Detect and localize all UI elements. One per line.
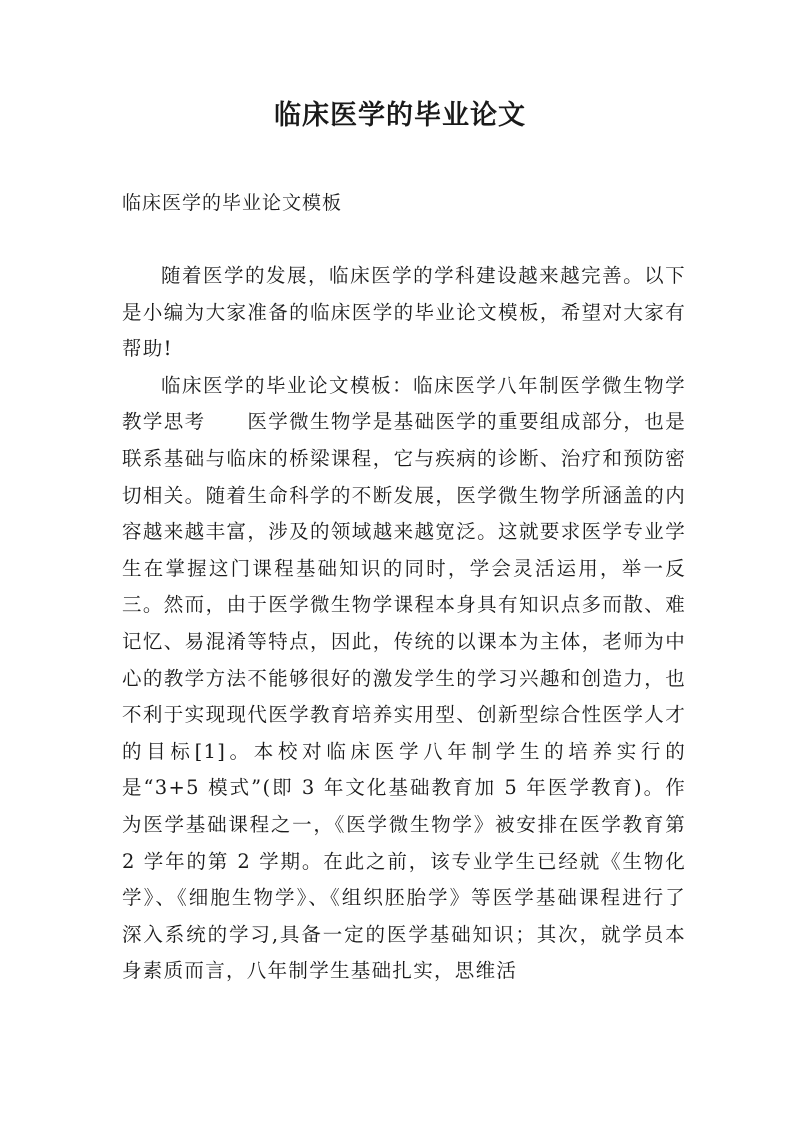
main-paragraph: 临床医学的毕业论文模板：临床医学八年制医学微生物学教学思考 医学微生物学是基础医学的重要组成部分，也是联系基础与临床的桥梁课程，它与疾病的诊断、治疗和预防密切相关。随着生命科学的不断发展，医学微生物学所涵盖的内容越来越丰富，涉及的领域越来越宽泛。这就要求医学专业学生在掌握这门课程基础知识的同时，学会灵活运用，举一反三。然而，由于医学微生物学课程本身具有知识点多而散、难记忆、易混淆等特点，因此，传统的以课本为主体，老师为中心的教学方法不能够很好的激发学生的学习兴趣和创造力，也不利于实现现代医学教育培养实用型、创新型综合性医学人才的目标[1]。本校对临床医学八年制学生的培养实行的是“3+5 模式”(即 3 年文化基础教育加 5 年医学教育)。作为医学基础课程之一，《医学微生物学》被安排在医学教育第 2 学年的第 2 学期。在此之前，该专业学生已经就《生物化学》、《细胞生物学》、《组织胚胎学》等医学基础课程进行了深入系统的学习,具备一定的医学基础知识；其次，就学员本身素质而言，八年制学生基础扎实，思维活 [122,373,686,983]
document-body [122,258,686,990]
document-subtitle: 临床医学的毕业论文模板 [122,192,343,214]
intro-paragraph: 随着医学的发展，临床医学的学科建设越来越完善。以下是小编为大家准备的临床医学的毕业论文模板，希望对大家有帮助! [122,264,686,361]
document-title: 临床医学的毕业论文 [274,100,526,131]
